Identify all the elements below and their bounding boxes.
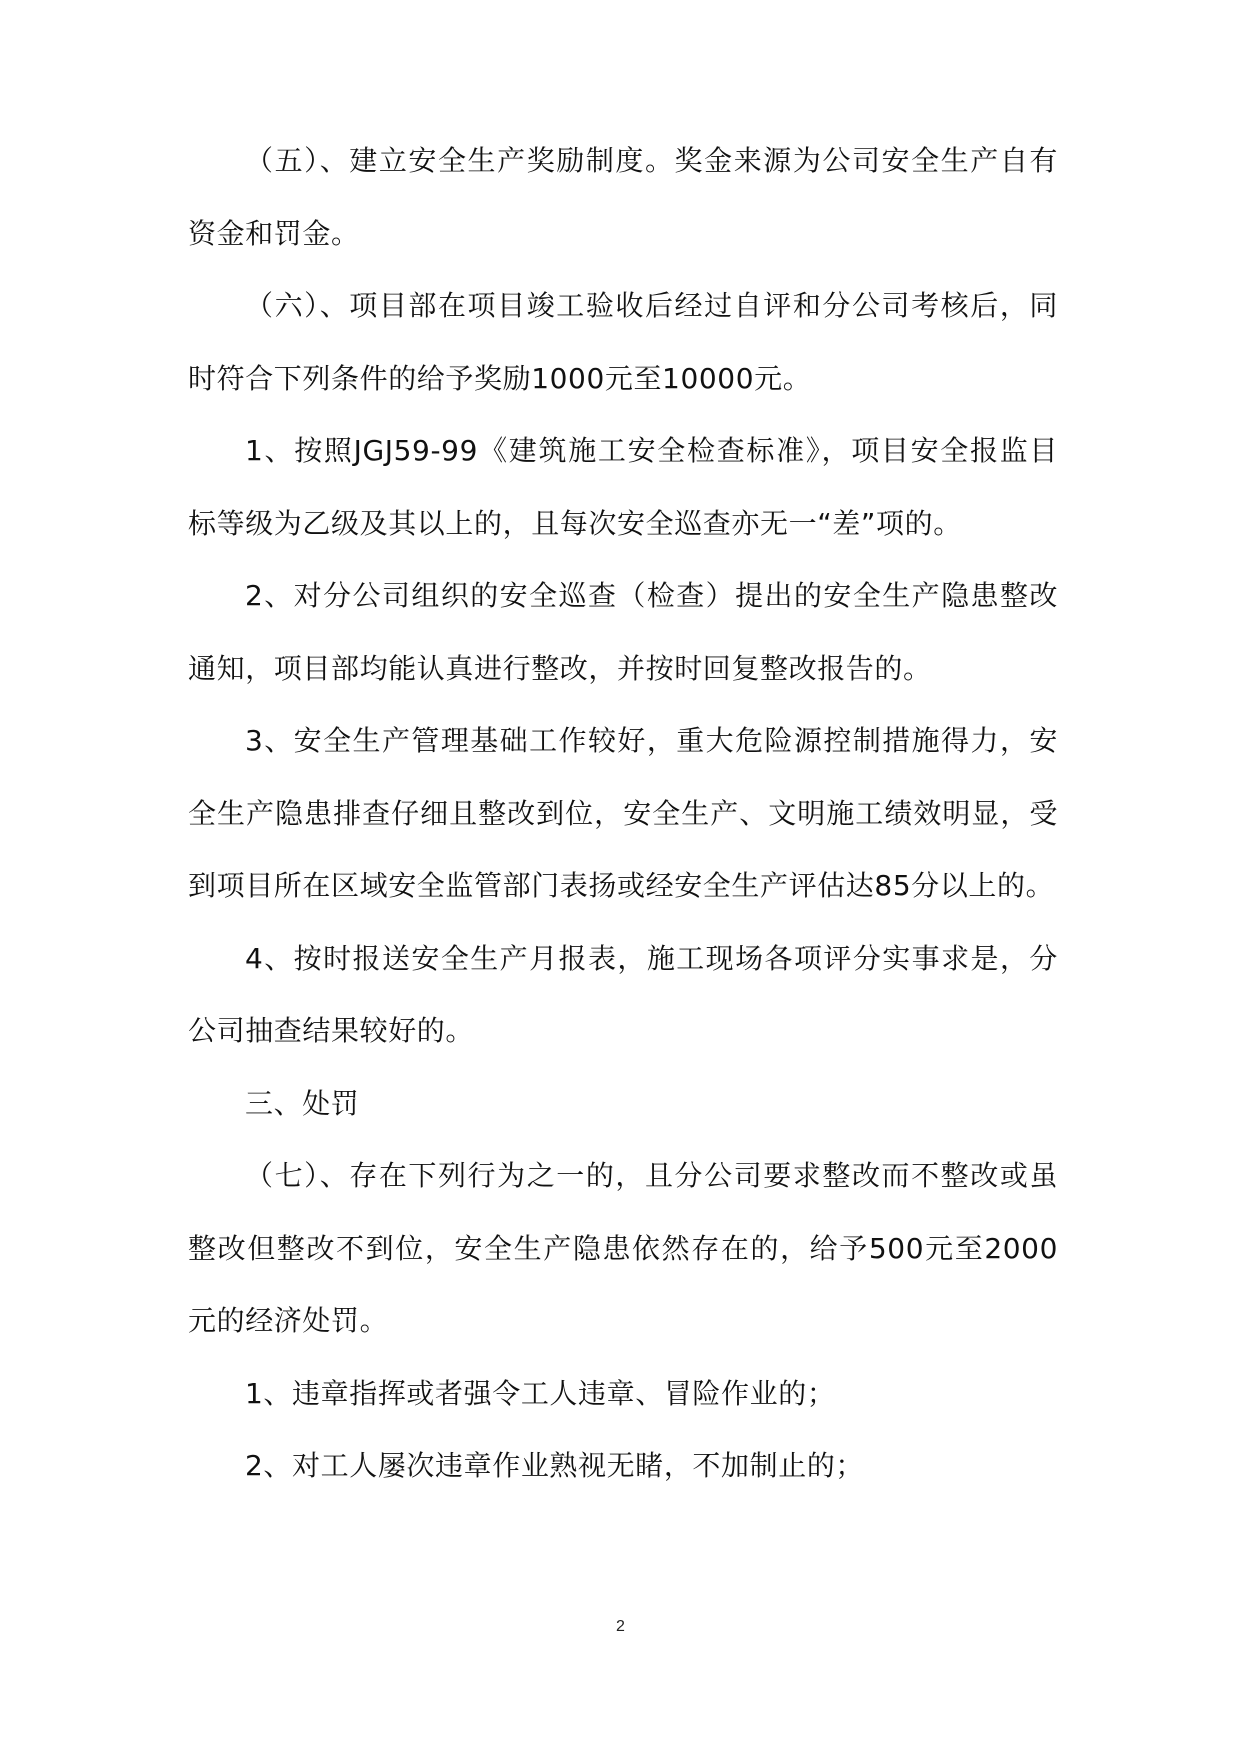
paragraph-item-2: 2、对分公司组织的安全巡查（检查）提出的安全生产隐患整改通知，项目部均能认真进行整改，并按时回复整改报告的。 <box>188 579 1058 685</box>
paragraph-penalty-item-2: 2、对工人屡次违章作业熟视无睹，不加制止的； <box>245 1449 865 1482</box>
page-number: 2 <box>616 1618 625 1635</box>
paragraph-item-4: 4、按时报送安全生产月报表，施工现场各项评分实事求是，分公司抽查结果较好的。 <box>188 941 1058 1047</box>
paragraph-seven: （七）、存在下列行为之一的，且分公司要求整改而不整改或虽整改但整改不到位，安全生产隐患依然存在的，给予500元至2000元的经济处罚。 <box>188 1159 1058 1337</box>
paragraph-item-1: 1、按照JGJ59-99《建筑施工安全检查标准》，项目安全报监目标等级为乙级及其以上的，且每次安全巡查亦无一“差”项的。 <box>188 434 1058 540</box>
paragraph-six: （六）、项目部在项目竣工验收后经过自评和分公司考核后，同时符合下列条件的给予奖励1000元至10000元。 <box>188 289 1058 395</box>
document-body <box>188 125 1058 1503</box>
section-heading-penalty: 三、处罚 <box>245 1086 360 1120</box>
paragraph-five: （五）、建立安全生产奖励制度。奖金来源为公司安全生产自有资金和罚金。 <box>188 144 1058 250</box>
paragraph-penalty-item-1: 1、违章指挥或者强令工人违章、冒险作业的； <box>245 1376 836 1410</box>
paragraph-item-3: 3、安全生产管理基础工作较好，重大危险源控制措施得力，安全生产隐患排查仔细且整改到位，安全生产、文明施工绩效明显，受到项目所在区域安全监管部门表扬或经安全生产评估达85分以上的。 <box>188 724 1058 902</box>
